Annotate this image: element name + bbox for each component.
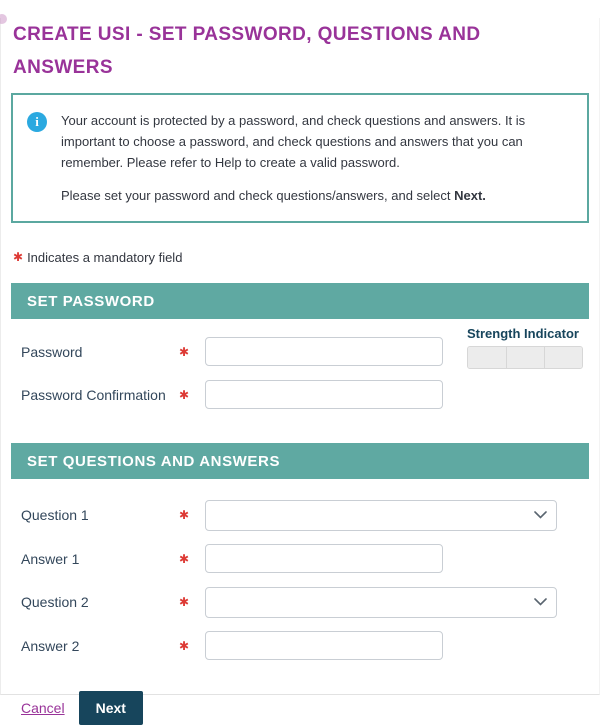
strength-segment (544, 347, 582, 368)
next-button[interactable]: Next (79, 691, 143, 725)
required-asterisk-icon: ✱ (179, 638, 190, 653)
strength-indicator-label: Strength Indicator (467, 325, 579, 341)
answer-2-input[interactable] (205, 631, 443, 660)
password-input[interactable] (205, 337, 443, 366)
question-2-label: Question 2 (21, 594, 89, 611)
question-2-select[interactable] (205, 587, 557, 618)
form-actions (21, 691, 599, 725)
info-paragraph-2: Please set your password and check questions/answers, and select Next. (61, 187, 486, 203)
password-confirmation-input[interactable] (205, 380, 443, 409)
required-asterisk-icon: ✱ (179, 595, 190, 610)
info-paragraph-1: Your account is protected by a password, and check questions and answers. It is important to choose a password, and check questions and answers that you can remember. Please refer to Help to create a valid password. (61, 112, 526, 170)
question-1-label: Question 1 (21, 507, 89, 524)
answer-1-input[interactable] (205, 544, 443, 573)
strength-indicator-bar (467, 346, 583, 369)
strength-segment (506, 347, 544, 368)
question-1-row (11, 500, 589, 531)
mandatory-asterisk-icon: ✱ (13, 250, 24, 265)
question-2-row (11, 587, 589, 618)
password-label: Password (21, 343, 83, 360)
set-password-section (1, 283, 599, 410)
answer-2-row (11, 631, 589, 661)
info-text (61, 110, 571, 206)
required-asterisk-icon: ✱ (179, 508, 190, 523)
mandatory-note-text: Indicates a mandatory field (27, 249, 183, 265)
page-title: CREATE USI - SET PASSWORD, QUESTIONS AND ANSWERS (13, 24, 481, 79)
strength-indicator (467, 326, 583, 369)
answer-2-label: Answer 2 (21, 637, 80, 654)
password-confirmation-row (11, 380, 589, 410)
strength-segment (468, 347, 506, 368)
info-next-emphasis: Next. (454, 187, 486, 203)
password-confirmation-label: Password Confirmation (21, 386, 166, 403)
cancel-link[interactable]: Cancel (21, 699, 65, 716)
info-icon: i (27, 112, 47, 132)
required-asterisk-icon: ✱ (179, 344, 190, 359)
set-questions-heading: SET QUESTIONS AND ANSWERS (11, 443, 589, 479)
answer-1-label: Answer 1 (21, 550, 80, 567)
set-questions-section (1, 443, 599, 661)
mandatory-field-note (13, 250, 599, 265)
required-asterisk-icon: ✱ (179, 387, 190, 402)
set-password-heading: SET PASSWORD (11, 283, 589, 319)
info-banner (11, 93, 589, 223)
answer-1-row (11, 544, 589, 574)
question-1-select[interactable] (205, 500, 557, 531)
required-asterisk-icon: ✱ (179, 551, 190, 566)
capture-artifact (0, 14, 7, 24)
